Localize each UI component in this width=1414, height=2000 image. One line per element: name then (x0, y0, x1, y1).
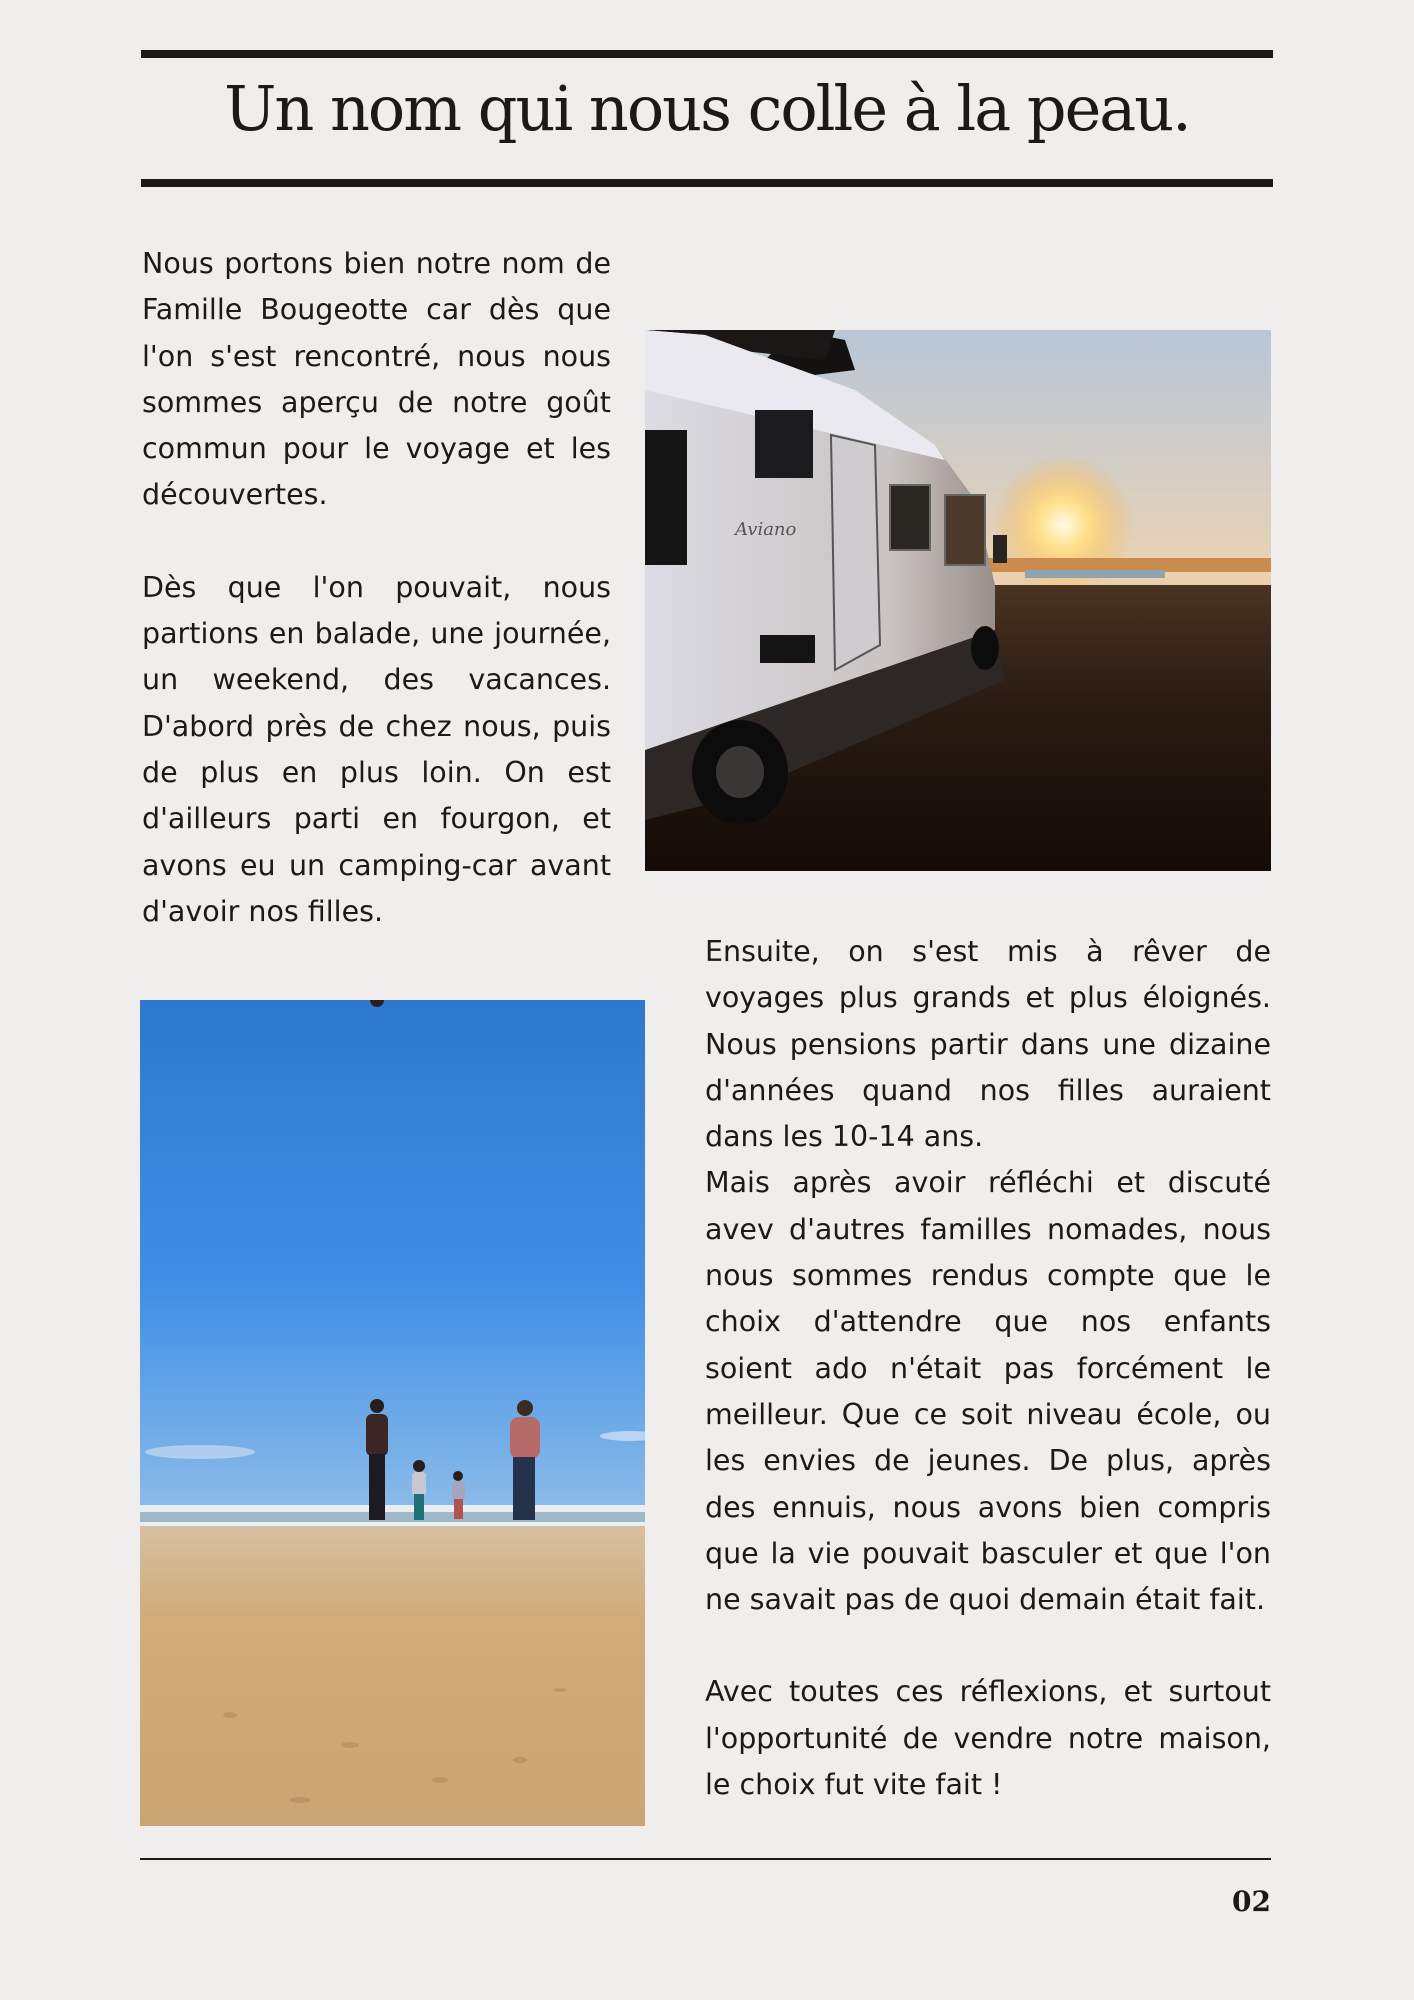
paragraph: Dès que l'on pouvait, nous partions en balade, une journée, un weekend, des vacances. D'abord près de chez nous, puis de plus en plus loin. On est d'ailleurs parti en fourgon, et avons eu un camping-car avant d'avoir nos filles. (142, 570, 611, 928)
camper-brand-text: Aviano (735, 519, 797, 540)
footer-rule (140, 1858, 1271, 1860)
right-text-column (705, 929, 1271, 1808)
family-beach-photo (140, 1000, 645, 1826)
paragraph: Mais après avoir réfléchi et discuté avev d'autres familles nomades, nous nous sommes rendus compte que le choix d'attendre que nos enfants soient ado n'était pas forcément le meilleur. Que ce soit niveau école, ou les envies de jeunes. De plus, après des ennuis, nous avons bien compris que la vie pouvait basculer et que l'on ne savait pas de quoi demain était fait. (705, 1166, 1271, 1617)
paragraph: Ensuite, on s'est mis à rêver de voyages plus grands et plus éloignés. Nous pensions partir dans une dizaine d'années quand nos filles auraient dans les 10-14 ans. (705, 935, 1271, 1154)
title-rule (141, 179, 1273, 187)
page-number: 02 (1232, 1885, 1271, 1918)
paragraph: Nous portons bien notre nom de Famille Bougeotte car dès que l'on s'est rencontré, nous nous sommes aperçu de notre goût commun pour le voyage et les découvertes. (142, 247, 611, 512)
paragraph: Avec toutes ces réflexions, et surtout l'opportunité de vendre notre maison, le choix fut vite fait ! (705, 1675, 1271, 1802)
page-title: Un nom qui nous colle à la peau. (224, 72, 1190, 145)
left-text-column (142, 241, 611, 935)
camper-sunset-photo (645, 330, 1271, 871)
top-rule (141, 50, 1273, 58)
